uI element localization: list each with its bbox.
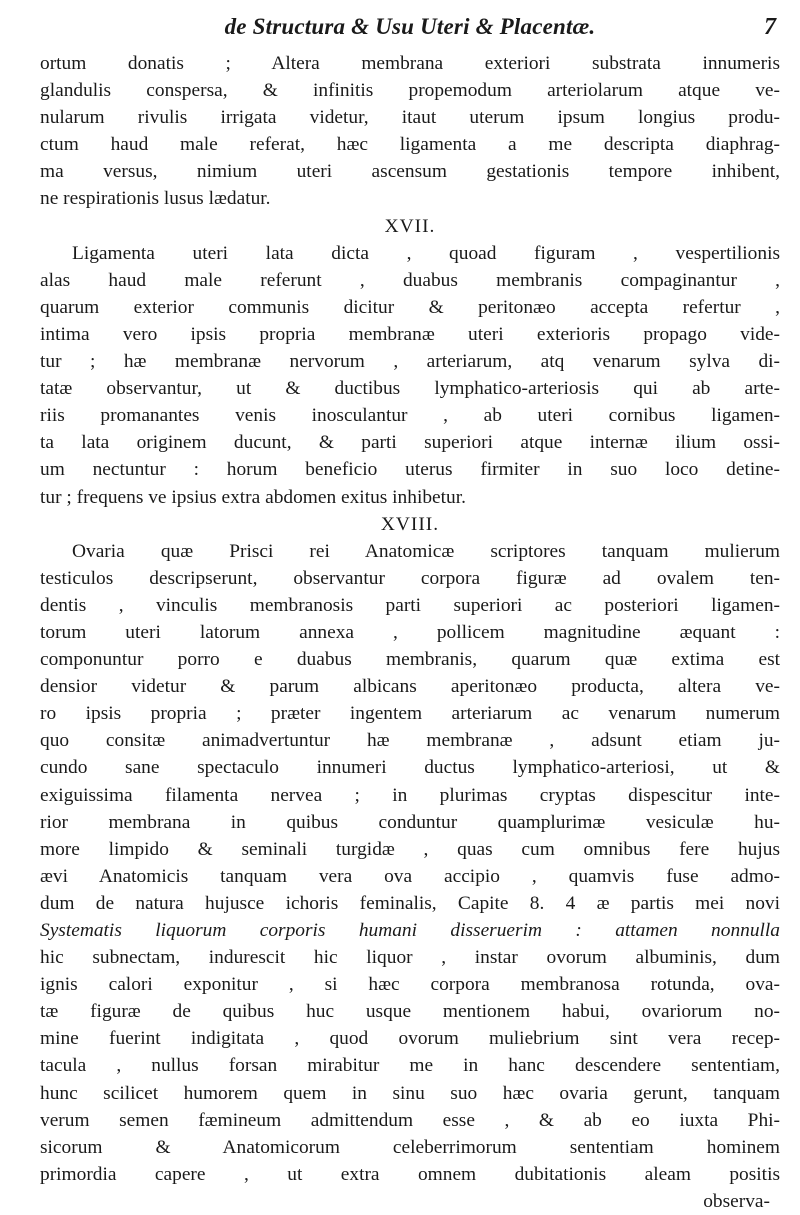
section-number: XVIII. — [380, 513, 440, 535]
book-page — [40, 0, 780, 1212]
text-line: ta lata originem ducunt, & parti superiori atque internæ ilium ossi- — [40, 432, 780, 454]
section-number: XVII. — [384, 215, 436, 237]
text-line: primordia capere , ut extra omnem dubitationis aleam positis — [40, 1163, 780, 1185]
text-line: Ovaria quæ Prisci rei Anatomicæ scriptores tanquam mulierum — [72, 540, 780, 562]
text-line: Ligamenta uteri lata dicta , quoad figuram , vespertilionis — [72, 242, 780, 264]
text-line: ne respirationis lusus lædatur. — [40, 188, 271, 210]
text-line: densior videtur & parum albicans aperitonæo producta, altera ve- — [40, 676, 780, 698]
text-line: ro ipsis propria ; præter ingentem arteriarum ac venarum numerum — [40, 703, 780, 725]
text-line: dum de natura hujusce ichoris feminalis, Capite 8. 4 æ partis mei novi — [40, 892, 780, 914]
text-line: ævi Anatomicis tanquam vera ova accipio , quamvis fuse admo- — [40, 865, 780, 887]
text-line: quo consitæ animadvertuntur hæ membranæ , adsunt etiam ju- — [40, 730, 780, 752]
catchword: observa- — [703, 1190, 770, 1212]
running-title: de Structura & Usu Uteri & Placentæ. — [224, 14, 596, 39]
text-line: Systematis liquorum corporis humani disseruerim : attamen nonnulla — [40, 920, 780, 941]
text-line: tur ; frequens ve ipsius extra abdomen exitus inhibetur. — [40, 486, 466, 508]
text-line: tacula , nullus forsan mirabitur me in hanc descendere sententiam, — [40, 1055, 780, 1077]
text-line: componuntur porro e duabus membranis, quarum quæ extima est — [40, 649, 780, 671]
text-line: intima vero ipsis propria membranæ uteri exterioris propago vide- — [40, 323, 780, 345]
text-line: quarum exterior communis dicitur & peritonæo accepta refertur , — [40, 296, 780, 318]
text-line: cundo sane spectaculo innumeri ductus lymphatico-arteriosi, ut & — [40, 757, 780, 779]
text-line: exiguissima filamenta nervea ; in plurimas cryptas dispescitur inte- — [40, 784, 780, 806]
text-line: glandulis conspersa, & infinitis propemodum arteriolarum atque ve- — [40, 80, 780, 102]
text-line: dentis , vinculis membranosis parti superiori ac posteriori ligamen- — [40, 594, 780, 616]
text-line: nularum rivulis irrigata videtur, itaut uterum ipsum longius produ- — [40, 107, 780, 129]
text-line: torum uteri latorum annexa , pollicem magnitudine æquant : — [40, 621, 780, 643]
text-line: alas haud male referunt , duabus membranis compaginantur , — [40, 269, 780, 291]
text-line: verum semen fæmineum admittendum esse , & ab eo iuxta Phi- — [40, 1109, 780, 1131]
text-line: tæ figuræ de quibus huc usque mentionem habui, ovariorum no- — [40, 1001, 780, 1023]
text-line: riis promanantes venis inosculantur , ab uteri cornibus ligamen- — [40, 405, 780, 427]
text-line: um nectuntur : horum beneficio uterus firmiter in suo loco detine- — [40, 459, 780, 481]
body-text — [40, 50, 780, 1215]
text-line: ctum haud male referat, hæc ligamenta a me descripta diaphrag- — [40, 134, 780, 156]
text-line: hic subnectam, indurescit hic liquor , instar ovorum albuminis, dum — [40, 947, 780, 969]
page-number: 7 — [764, 14, 776, 40]
text-line: tatæ observantur, ut & ductibus lymphatico-arteriosis qui ab arte- — [40, 378, 780, 400]
text-line: more limpido & seminali turgidæ , quas cum omnibus fere hujus — [40, 838, 780, 860]
text-line: sicorum & Anatomicorum celeberrimorum sententiam hominem — [40, 1136, 780, 1158]
text-line: ortum donatis ; Altera membrana exteriori substrata innumeris — [40, 53, 780, 74]
text-line: hunc scilicet humorem quem in sinu suo hæc ovaria gerunt, tanquam — [40, 1082, 780, 1104]
text-line: ma versus, nimium uteri ascensum gestationis tempore inhibent, — [40, 161, 780, 183]
running-head — [40, 14, 780, 46]
text-line: rior membrana in quibus conduntur quamplurimæ vesiculæ hu- — [40, 811, 780, 833]
text-line: testiculos descripserunt, observantur corpora figuræ ad ovalem ten- — [40, 567, 780, 589]
text-line: tur ; hæ membranæ nervorum , arteriarum, atq venarum sylva di- — [40, 351, 780, 373]
text-line: ignis calori exponitur , si hæc corpora membranosa rotunda, ova- — [40, 974, 780, 996]
text-line: mine fuerint indigitata , quod ovorum muliebrium sint vera recep- — [40, 1028, 780, 1050]
